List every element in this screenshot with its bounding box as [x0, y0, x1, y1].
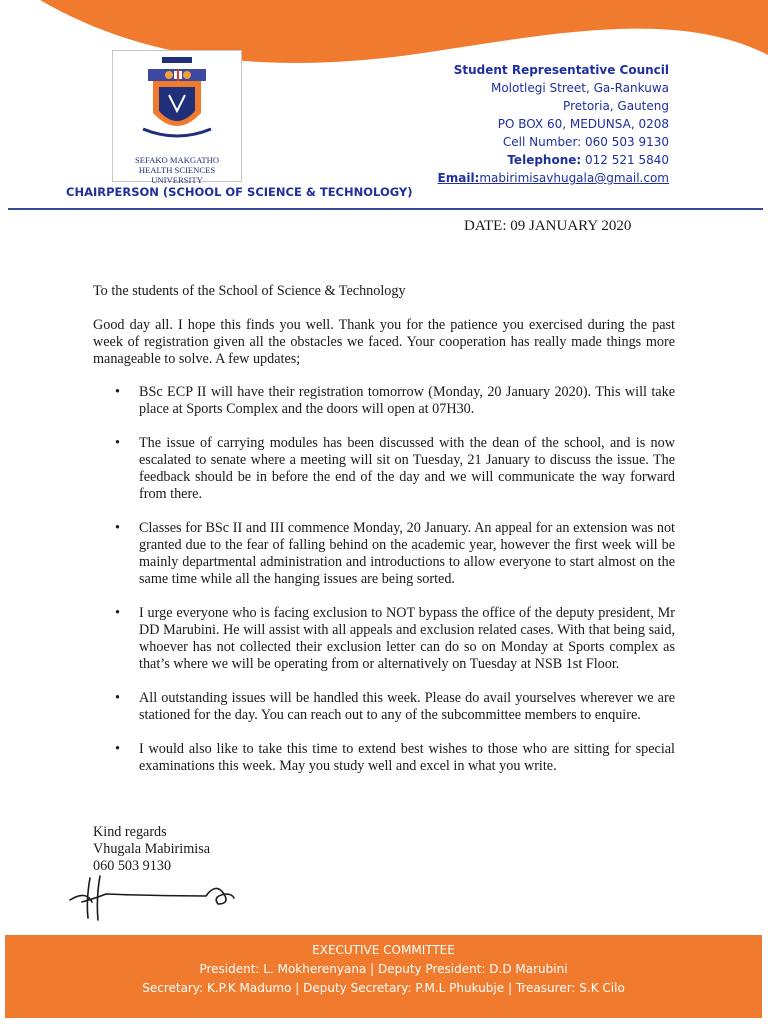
bullet-icon: •: [115, 435, 120, 451]
footer-heading: EXECUTIVE COMMITTEE: [312, 943, 455, 957]
email-label: Email:: [437, 171, 480, 185]
list-item-text: BSc ECP II will have their registration tomorrow (Monday, 20 January 2020). This will take place at Sports Complex and the doors will open at 07H30.: [139, 384, 675, 417]
list-item-text: I urge everyone who is facing exclusion to NOT bypass the office of the deputy president, Mr DD Marubini. He will assist with all appeals and exclusion related cases. With that being said, whoever has not collected their exclusion letter can do so on Monday at Sports complex as that’s where we will be operating from or alternatively on Tuesday at NSB 1st Floor.: [139, 605, 675, 672]
closing-block: [93, 824, 210, 875]
cell-number: Cell Number: 060 503 9130: [502, 135, 669, 149]
footer-line-1: President: L. Mokherenyana | Deputy President: D.D Marubini: [199, 962, 568, 976]
footer-line-2: Secretary: K.P.K Madumo | Deputy Secretary: P.M.L Phukubje | Treasurer: S.K Cilo: [142, 981, 625, 995]
list-item: [93, 435, 675, 503]
city: Pretoria, Gauteng: [563, 99, 669, 113]
salutation: To the students of the School of Science & Technology: [93, 283, 406, 299]
kind-regards: Kind regards: [93, 824, 167, 840]
updates-list: [93, 384, 675, 792]
university-name-line1: SEFAKO MAKGATHO: [134, 155, 220, 165]
list-item-text: Classes for BSc II and III commence Monday, 20 January. An appeal for an extension was not granted due to the fear of falling behind on the academic year, however the first week will be mainly departmental administration and introductions to allow everyone to start almost on the same time while all the hanging issues are being sorted.: [139, 520, 675, 587]
email: [438, 169, 669, 187]
po-box: PO BOX 60, MEDUNSA, 0208: [497, 117, 669, 131]
contact-block: [438, 61, 669, 187]
executive-committee-footer: [5, 935, 762, 1018]
list-item: [93, 520, 675, 588]
letter-date: DATE: 09 JANUARY 2020: [464, 218, 632, 234]
street-address: Molotlegi Street, Ga-Rankuwa: [490, 81, 669, 95]
list-item-text: I would also like to take this time to extend best wishes to those who are sitting for special examinations this week. May you study well and excel in what you write.: [139, 741, 675, 774]
telephone: [438, 151, 669, 169]
telephone-label: Telephone:: [507, 153, 582, 167]
list-item: [93, 605, 675, 673]
list-item: [93, 741, 675, 775]
signatory-name: Vhugala Mabirimisa: [93, 841, 211, 857]
bullet-icon: •: [115, 690, 120, 706]
bullet-icon: •: [115, 520, 120, 536]
list-item-text: All outstanding issues will be handled this week. Please do avail yourselves wherever we are stationed for the day. You can reach out to any of the subcommittee members to enquire.: [139, 690, 675, 723]
university-name-line2: HEALTH SCIENCES UNIVERSITY: [138, 165, 216, 185]
bullet-icon: •: [115, 605, 120, 621]
email-link[interactable]: mabirimisavhugala@gmail.com: [479, 171, 669, 185]
signature: [66, 872, 246, 922]
council-name: Student Representative Council: [453, 63, 669, 77]
header-divider: [8, 208, 763, 210]
list-item-text: The issue of carrying modules has been discussed with the dean of the school, and is now escalated to senate where a meeting will sit on Tuesday, 21 January to discuss the issue. The feedback should be in before the end of the day and we will communicate the way forward from there.: [139, 435, 675, 502]
telephone-value: 012 521 5840: [585, 153, 669, 167]
intro-paragraph: Good day all. I hope this finds you well. Thank you for the patience you exercised during the past week of registration given all the obstacles we faced. Your cooperation has really made things more manageable to solve. A few updates;: [93, 317, 675, 367]
list-item: [93, 384, 675, 418]
university-logo: [112, 50, 242, 185]
bullet-icon: •: [115, 741, 120, 757]
list-item: [93, 690, 675, 724]
chairperson-title: CHAIRPERSON (SCHOOL OF SCIENCE & TECHNOLOGY): [66, 185, 413, 199]
signatory-phone: 060 503 9130: [93, 858, 172, 874]
bullet-icon: •: [115, 384, 120, 400]
